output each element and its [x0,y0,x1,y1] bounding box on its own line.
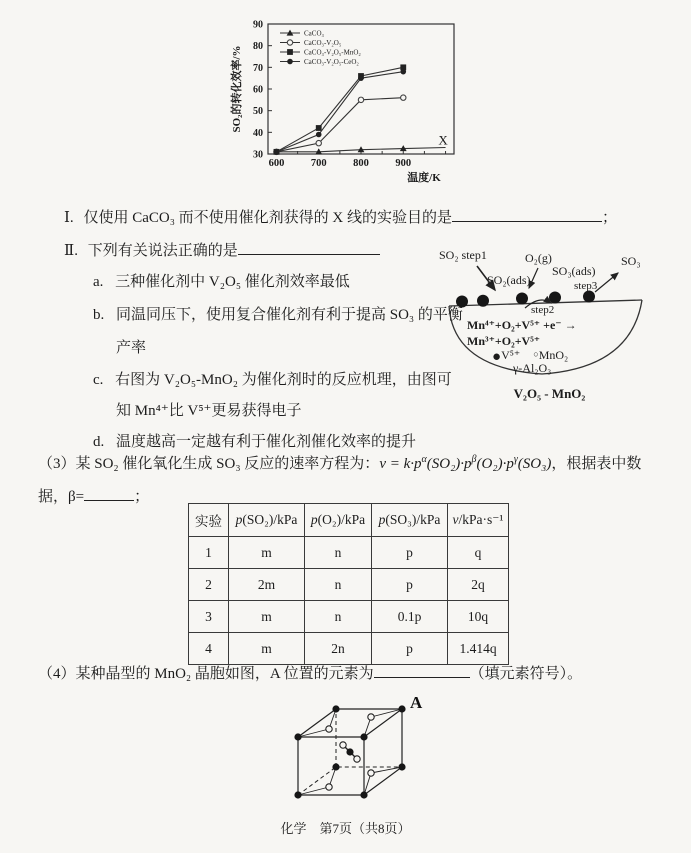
mechanism-equation-line1: Mn⁴⁺+O₂+V⁵⁺ +e⁻ → [467,318,577,332]
data-point [316,132,322,138]
question-1-tail: ； [602,210,618,226]
option-a-text: 三种催化剂中 V₂O₅ 催化剂效率最低 [115,274,350,290]
question-3-line1 [38,452,641,473]
answer-blank [84,485,134,501]
question-1-text: 仅使用 CaCO₃ 而不使用催化剂获得的 X 线的实验目的是 [83,210,453,226]
data-point [287,49,293,55]
substrate-label: γ-Al₂O₃ [513,361,552,375]
legend-entry: CaCO₃-V₂O₅ [304,39,342,48]
open-dot-icon: ○ [533,349,539,359]
table-cell: n [305,537,372,569]
table-body [189,537,509,665]
option-b-text: 同温同压下，使用复合催化剂有利于提高 SO₃ 的平衡 [116,307,463,323]
step2-label: step2 [531,304,555,316]
table-cell: 2q [448,569,509,601]
option-d-text: 温度越高一定越有利于催化剂催化效率的提升 [116,434,417,450]
reaction-mechanism-diagram [437,248,662,433]
o2-gas-label: O₂(g) [525,251,552,265]
answer-blank [238,239,380,255]
answer-blank [452,206,602,222]
table-cell: 1.414q [448,633,509,665]
question-2-text: 下列有关说法正确的是 [87,243,238,259]
series-annotation: X [438,132,448,148]
table-row [189,569,509,601]
question-1-line [64,206,617,227]
series-line [276,72,403,152]
rate-experiment-table [188,503,509,665]
y-tick-label: 40 [253,127,263,139]
table-cell: 0.1p [372,601,448,633]
question-3-line2-text: 据，β= [38,489,85,505]
table-cell: n [305,569,372,601]
plot-frame [268,24,454,154]
table-row [189,601,509,633]
y-axis-title: SO₂的转化效率/% [231,45,243,133]
legend-entry: CaCO₃-V₂O₅-MnO₂ [304,48,361,57]
data-point [358,97,363,102]
legend-entry: CaCO₃-V₂O₅-CeO₂ [304,58,359,67]
table-cell: q [448,537,509,569]
series-line [276,67,403,152]
table-cell: 10q [448,601,509,633]
answer-blank [374,662,470,678]
so2-conversion-chart [228,12,466,196]
x-tick-label: 700 [310,158,327,169]
page-footer: 化学 第7页（共8页） [280,821,411,836]
rate-equation: $v = k\cdot p^\alpha(SO_2)\cdot p^\beta(O_2)\cdot p^\gamma(SO_3)$ [379,454,552,472]
table-header-cell: v/kPa·s⁻¹ [448,504,509,537]
table-header-row [189,504,509,537]
table-cell: p [372,537,448,569]
x-axis-title: 温度/K [407,172,441,184]
step3-label: step3 [574,280,598,292]
table-cell: 2 [189,569,229,601]
option-d [93,430,416,451]
y-tick-label: 70 [253,62,263,74]
table-cell: m [229,601,305,633]
y-tick-label: 90 [253,19,263,31]
table-cell: 3 [189,601,229,633]
table-cell: 4 [189,633,229,665]
option-d-label: d. [93,434,105,450]
question-4-text: （4）某种晶型的 MnO₂ 晶胞如图，A 位置的元素为 [38,666,374,682]
question-1-numeral: Ⅰ. [64,210,74,226]
option-c-text: 右图为 V₂O₅-MnO₂ 为催化剂时的反应机理，由图可 [115,372,452,388]
so2-ads-label: SO₂(ads) [487,273,531,287]
data-point [400,69,406,75]
table-cell: p [372,633,448,665]
legend-entry: CaCO₃ [304,29,324,38]
mechanism-equation-line2: Mn³⁺+O₂+V⁵⁺ [467,334,541,348]
data-point [287,40,292,45]
question-3-pre: （3）某 SO₂ 催化氧化生成 SO₃ 反应的速率方程为： [38,456,380,472]
so3-label: SO₃ [621,254,641,268]
y-tick-label: 60 [253,84,263,96]
question-2-numeral: Ⅱ. [64,243,78,259]
adsorbed-so2-dot [516,293,528,305]
data-point [274,149,280,155]
question-3-post: ，根据表中数 [551,456,642,472]
adsorbed-site-dot [477,295,489,307]
table-header-cell: 实验 [189,504,229,537]
table-cell: 2m [229,569,305,601]
data-point [401,95,406,100]
table-cell: p [372,569,448,601]
y-tick-label: 30 [253,149,263,161]
position-a-label: A [410,693,423,712]
mechanism-caption: V₂O₅ - MnO₂ [513,386,586,401]
adsorbed-site-dot [456,296,468,308]
table-header-cell: p(SO₂)/kPa [229,504,305,537]
table-cell: 1 [189,537,229,569]
adsorbed-site-dot [583,291,595,303]
data-point [287,59,293,65]
x-tick-label: 800 [353,158,369,169]
mno2-site-label: MnO₂ [538,348,569,362]
table-cell: 2n [305,633,372,665]
table-head [189,504,509,537]
step3-arrow [595,273,618,292]
table-row [189,633,509,665]
option-c [93,368,452,389]
data-point [316,125,322,131]
data-point [358,75,364,81]
option-b [93,303,463,324]
option-a [93,270,350,291]
y-tick-label: 80 [253,41,263,53]
question-3-line2 [38,485,149,506]
option-c-line2: 知 Mn⁴⁺比 V⁵⁺更易获得电子 [116,403,302,419]
question-4-line [38,662,582,683]
question-4-tail: （填元素符号）。 [469,666,583,682]
y-tick-label: 50 [253,106,263,118]
table-cell: m [229,633,305,665]
table-cell: m [229,537,305,569]
so3-ads-label: SO₃(ads) [552,264,596,278]
so2-step1-label: SO₂ step1 [439,248,487,262]
x-tick-label: 900 [395,158,412,169]
adsorbed-so3-dot [549,292,561,304]
table-row [189,537,509,569]
mno2-unit-cell-drawing [276,692,431,814]
question-3-line2-tail: ； [134,489,150,505]
option-b-label: b. [93,307,105,323]
table-cell: n [305,601,372,633]
option-a-label: a. [93,274,104,290]
table-header-cell: p(O₂)/kPa [305,504,372,537]
option-c-label: c. [93,372,104,388]
data-point [316,140,321,145]
x-tick-label: 600 [268,158,285,169]
filled-dot-icon: ● [492,349,502,365]
question-2-line [64,239,380,260]
table-header-cell: p(SO₃)/kPa [372,504,448,537]
option-b-line2: 产率 [116,340,147,356]
v5-site-label: V⁵⁺ [501,348,521,362]
